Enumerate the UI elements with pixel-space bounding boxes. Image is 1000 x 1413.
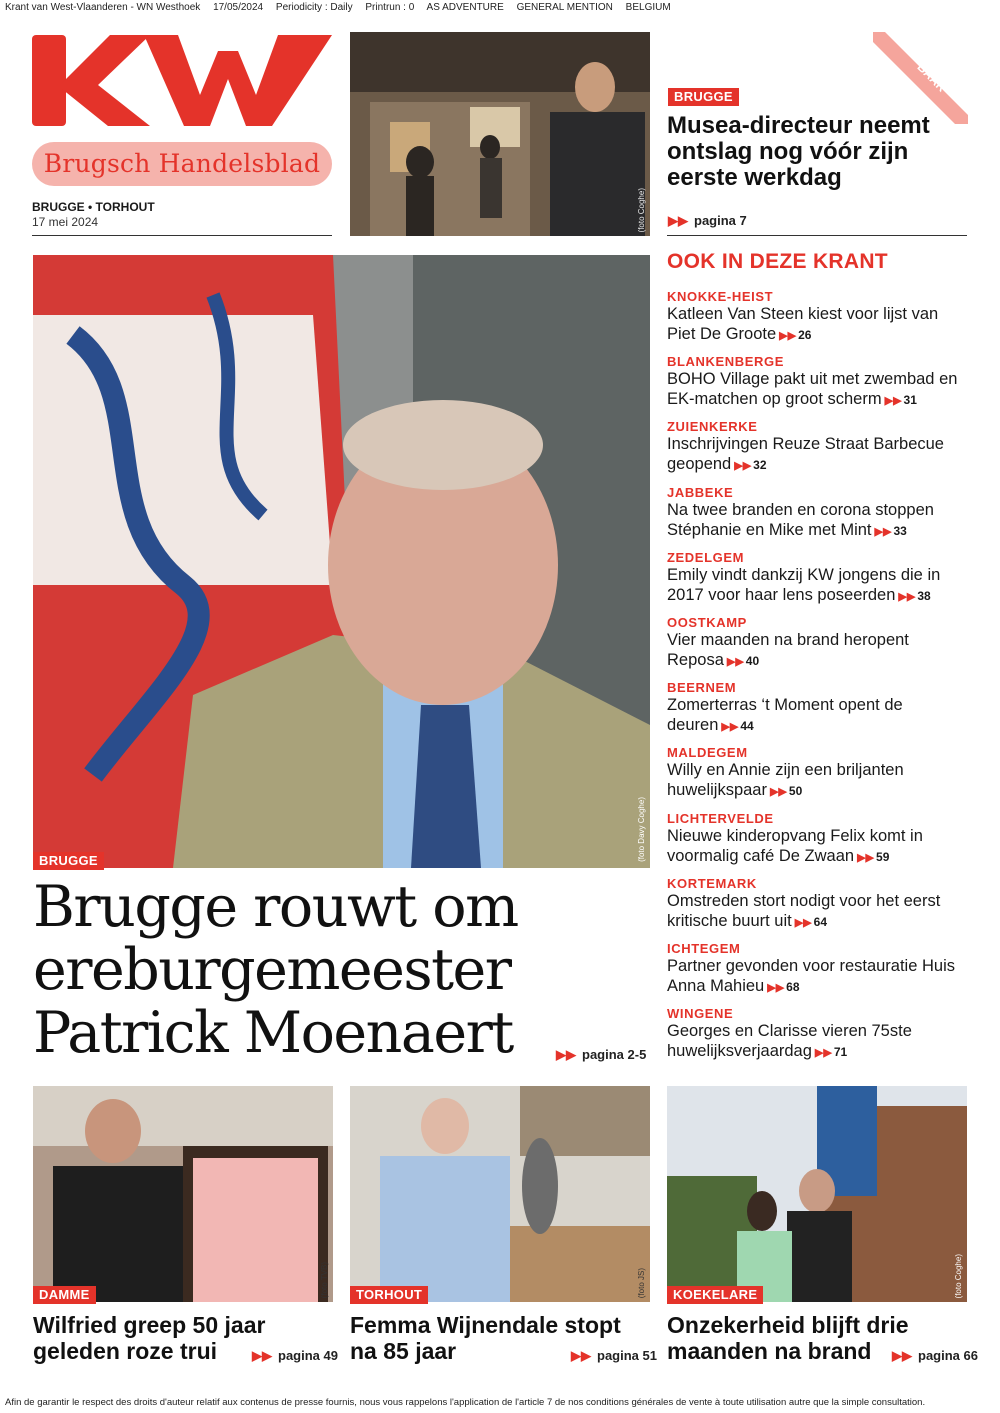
list-item-location: ICHTEGEM	[667, 940, 741, 956]
ook-in-deze-krant-title: OOK IN DEZE KRANT	[667, 250, 888, 273]
list-item-page: 50	[788, 784, 803, 799]
list-item-text: BOHO Village pakt uit met zwembad en EK-matchen op groot scherm	[667, 370, 958, 409]
list-item-location: BLANKENBERGE	[667, 354, 784, 370]
list-item-page: 26	[798, 328, 812, 342]
double-chevron-right-icon: ▶▶	[779, 330, 797, 342]
list-item[interactable]	[667, 550, 967, 615]
list-item-page: 38	[917, 588, 931, 603]
list-item-text: Na twee branden en corona stoppen Stéphanie en Mike met Mint	[667, 500, 934, 539]
ook-in-deze-krant-list	[667, 289, 967, 1071]
list-item[interactable]	[667, 745, 967, 810]
list-item-location: LICHTERVELDE	[667, 810, 774, 826]
main-photo-credit: (foto Davy Coghe)	[637, 797, 646, 862]
main-story-page: pagina 2-5	[582, 1047, 647, 1062]
bottom-story-page-1: pagina 49	[278, 1348, 338, 1363]
top-story-page-link[interactable]	[668, 213, 747, 229]
list-item-location: BEERNEM	[667, 680, 737, 696]
list-item-text: Willy en Annie zijn een briljanten huwelijkspaar	[667, 761, 904, 800]
meta-advertiser: AS ADVENTURE	[426, 2, 504, 13]
top-photo-credit: (foto Coghe)	[637, 187, 646, 232]
list-item-text: Zomerterras ‘t Moment opent de deuren	[667, 696, 903, 735]
double-chevron-right-icon: ▶▶	[668, 213, 688, 228]
list-item-text: Partner gevonden voor restauratie Huis Anna Mahieu	[667, 956, 955, 995]
list-item[interactable]	[667, 680, 967, 745]
bottom-story-page-link-2[interactable]	[571, 1348, 657, 1364]
top-story-headline: Musea-directeur neemt ontslag nog vóór zijn eerste werkdag	[667, 112, 930, 191]
bottom-story-page-2: pagina 51	[597, 1348, 657, 1363]
list-item-page: 40	[745, 653, 760, 668]
meta-date: 17/05/2024	[213, 2, 264, 13]
list-item-location: KORTEMARK	[667, 875, 757, 891]
list-item-page: 33	[893, 523, 907, 538]
double-chevron-right-icon: ▶▶	[898, 590, 916, 603]
list-item[interactable]	[667, 1006, 967, 1071]
uitneembaar-ribbon	[873, 32, 968, 124]
main-story-tag: BRUGGE	[33, 852, 104, 870]
list-item-text: Inschrijvingen Reuze Straat Barbecue geopend	[667, 435, 944, 474]
bottom-story-tag-2: TORHOUT	[350, 1286, 428, 1304]
double-chevron-right-icon: ▶▶	[794, 916, 812, 929]
bottom-photo-credit-2: (foto JS)	[637, 1267, 646, 1298]
top-story-page: pagina 7	[694, 213, 747, 228]
bottom-story-page-link-3[interactable]	[892, 1348, 978, 1364]
bottom-story-photo-1	[33, 1086, 333, 1302]
list-item-page: 68	[786, 979, 800, 994]
meta-printrun: Printrun : 0	[365, 2, 415, 13]
meta-source: Krant van West-Vlaanderen - WN Westhoek	[5, 2, 201, 13]
list-item-page: 71	[833, 1045, 848, 1060]
bottom-story-tag-3: KOEKELARE	[667, 1286, 763, 1304]
double-chevron-right-icon: ▶▶	[874, 525, 892, 538]
list-item[interactable]	[667, 485, 967, 550]
divider	[32, 235, 332, 236]
meta-periodicity: Periodicity : Daily	[275, 2, 353, 13]
double-chevron-right-icon: ▶▶	[726, 655, 744, 668]
list-item-text: Vier maanden na brand heropent Reposa	[667, 630, 909, 669]
list-item-text: Omstreden stort nodigt voor het eerst kritische buurt uit	[667, 891, 941, 930]
list-item[interactable]	[667, 615, 967, 680]
list-item-location: KNOKKE-HEIST	[667, 289, 774, 304]
bottom-story-tag-1: DAMME	[33, 1286, 96, 1304]
double-chevron-right-icon: ▶▶	[252, 1348, 272, 1363]
list-item-page: 44	[740, 719, 754, 734]
bottom-story-page-link-1[interactable]	[252, 1348, 338, 1364]
meta-country: BELGIUM	[625, 2, 671, 13]
ribbon-text: UITNEEM-BAAR	[914, 42, 967, 95]
bottom-story-photo-3	[667, 1086, 967, 1302]
edition-date: 17 mei 2024	[32, 215, 99, 229]
list-item-text: Emily vindt dankzij KW jongens die in 2017 voor haar lens poseerden	[667, 565, 941, 604]
bottom-story-headline-3: Onzekerheid blijft drie maanden na brand	[667, 1312, 909, 1364]
clipping-meta-bar	[5, 2, 995, 13]
masthead-subtitle: Brugsch Handelsblad	[32, 142, 332, 186]
list-item-page: 64	[813, 914, 827, 929]
list-item[interactable]	[667, 354, 967, 419]
double-chevron-right-icon: ▶▶	[721, 721, 739, 734]
kw-logo	[32, 33, 332, 128]
double-chevron-right-icon: ▶▶	[884, 395, 902, 408]
double-chevron-right-icon: ▶▶	[892, 1348, 912, 1363]
bottom-story-headline-1: Wilfried greep 50 jaar geleden roze trui	[33, 1312, 266, 1364]
double-chevron-right-icon: ▶▶	[556, 1047, 576, 1062]
list-item[interactable]	[667, 876, 967, 941]
list-item-text: Georges en Clarisse vieren 75ste huwelijksverjaardag	[667, 1022, 912, 1061]
list-item-location: ZUIENKERKE	[667, 419, 758, 435]
list-item[interactable]	[667, 289, 967, 354]
top-story-tag: BRUGGE	[668, 88, 739, 106]
bottom-story-photo-2	[350, 1086, 650, 1302]
list-item-location: WINGENE	[667, 1006, 734, 1022]
main-story-photo	[33, 255, 650, 868]
bottom-story-page-3: pagina 66	[918, 1348, 978, 1363]
list-item[interactable]	[667, 811, 967, 876]
meta-mention: GENERAL MENTION	[516, 2, 613, 13]
list-item[interactable]	[667, 419, 967, 484]
double-chevron-right-icon: ▶▶	[767, 981, 785, 994]
list-item-page: 59	[876, 849, 890, 864]
list-item-text: Nieuwe kinderopvang Felix komt in voormalig café De Zwaan	[667, 826, 923, 865]
double-chevron-right-icon: ▶▶	[857, 851, 875, 864]
list-item-location: JABBEKE	[667, 484, 734, 500]
main-story-page-link[interactable]	[556, 1047, 646, 1063]
list-item-page: 32	[753, 458, 767, 473]
list-item-location: ZEDELGEM	[667, 549, 745, 565]
list-item-text: Katleen Van Steen kiest voor lijst van Piet De Groote	[667, 305, 939, 343]
double-chevron-right-icon: ▶▶	[734, 460, 752, 473]
double-chevron-right-icon: ▶▶	[769, 786, 787, 799]
edition-label: BRUGGE • TORHOUT	[32, 200, 155, 214]
list-item-location: OOSTKAMP	[667, 614, 747, 630]
bottom-photo-credit-3: (foto Coghe)	[954, 1253, 963, 1298]
double-chevron-right-icon: ▶▶	[814, 1047, 832, 1060]
double-chevron-right-icon: ▶▶	[571, 1348, 591, 1363]
bottom-photo-credit-1: (foto TVB)	[320, 1261, 329, 1298]
copyright-footer: Afin de garantir le respect des droits d'auteur relatif aux contenus de presse fournis, nous vous rappelons l'application de l'article 7 de nos conditions générales de vente à toute utilisation autre que la simple consultation.	[5, 1397, 926, 1408]
bottom-story-headline-2: Femma Wijnendale stopt na 85 jaar	[350, 1312, 621, 1364]
list-item-page: 31	[903, 393, 917, 408]
main-story-headline: Brugge rouwt om ereburgemeester Patrick Moenaert	[33, 874, 518, 1066]
list-item-location: MALDEGEM	[667, 745, 748, 761]
top-story-photo	[350, 32, 650, 236]
list-item[interactable]	[667, 941, 967, 1006]
divider	[667, 235, 967, 236]
